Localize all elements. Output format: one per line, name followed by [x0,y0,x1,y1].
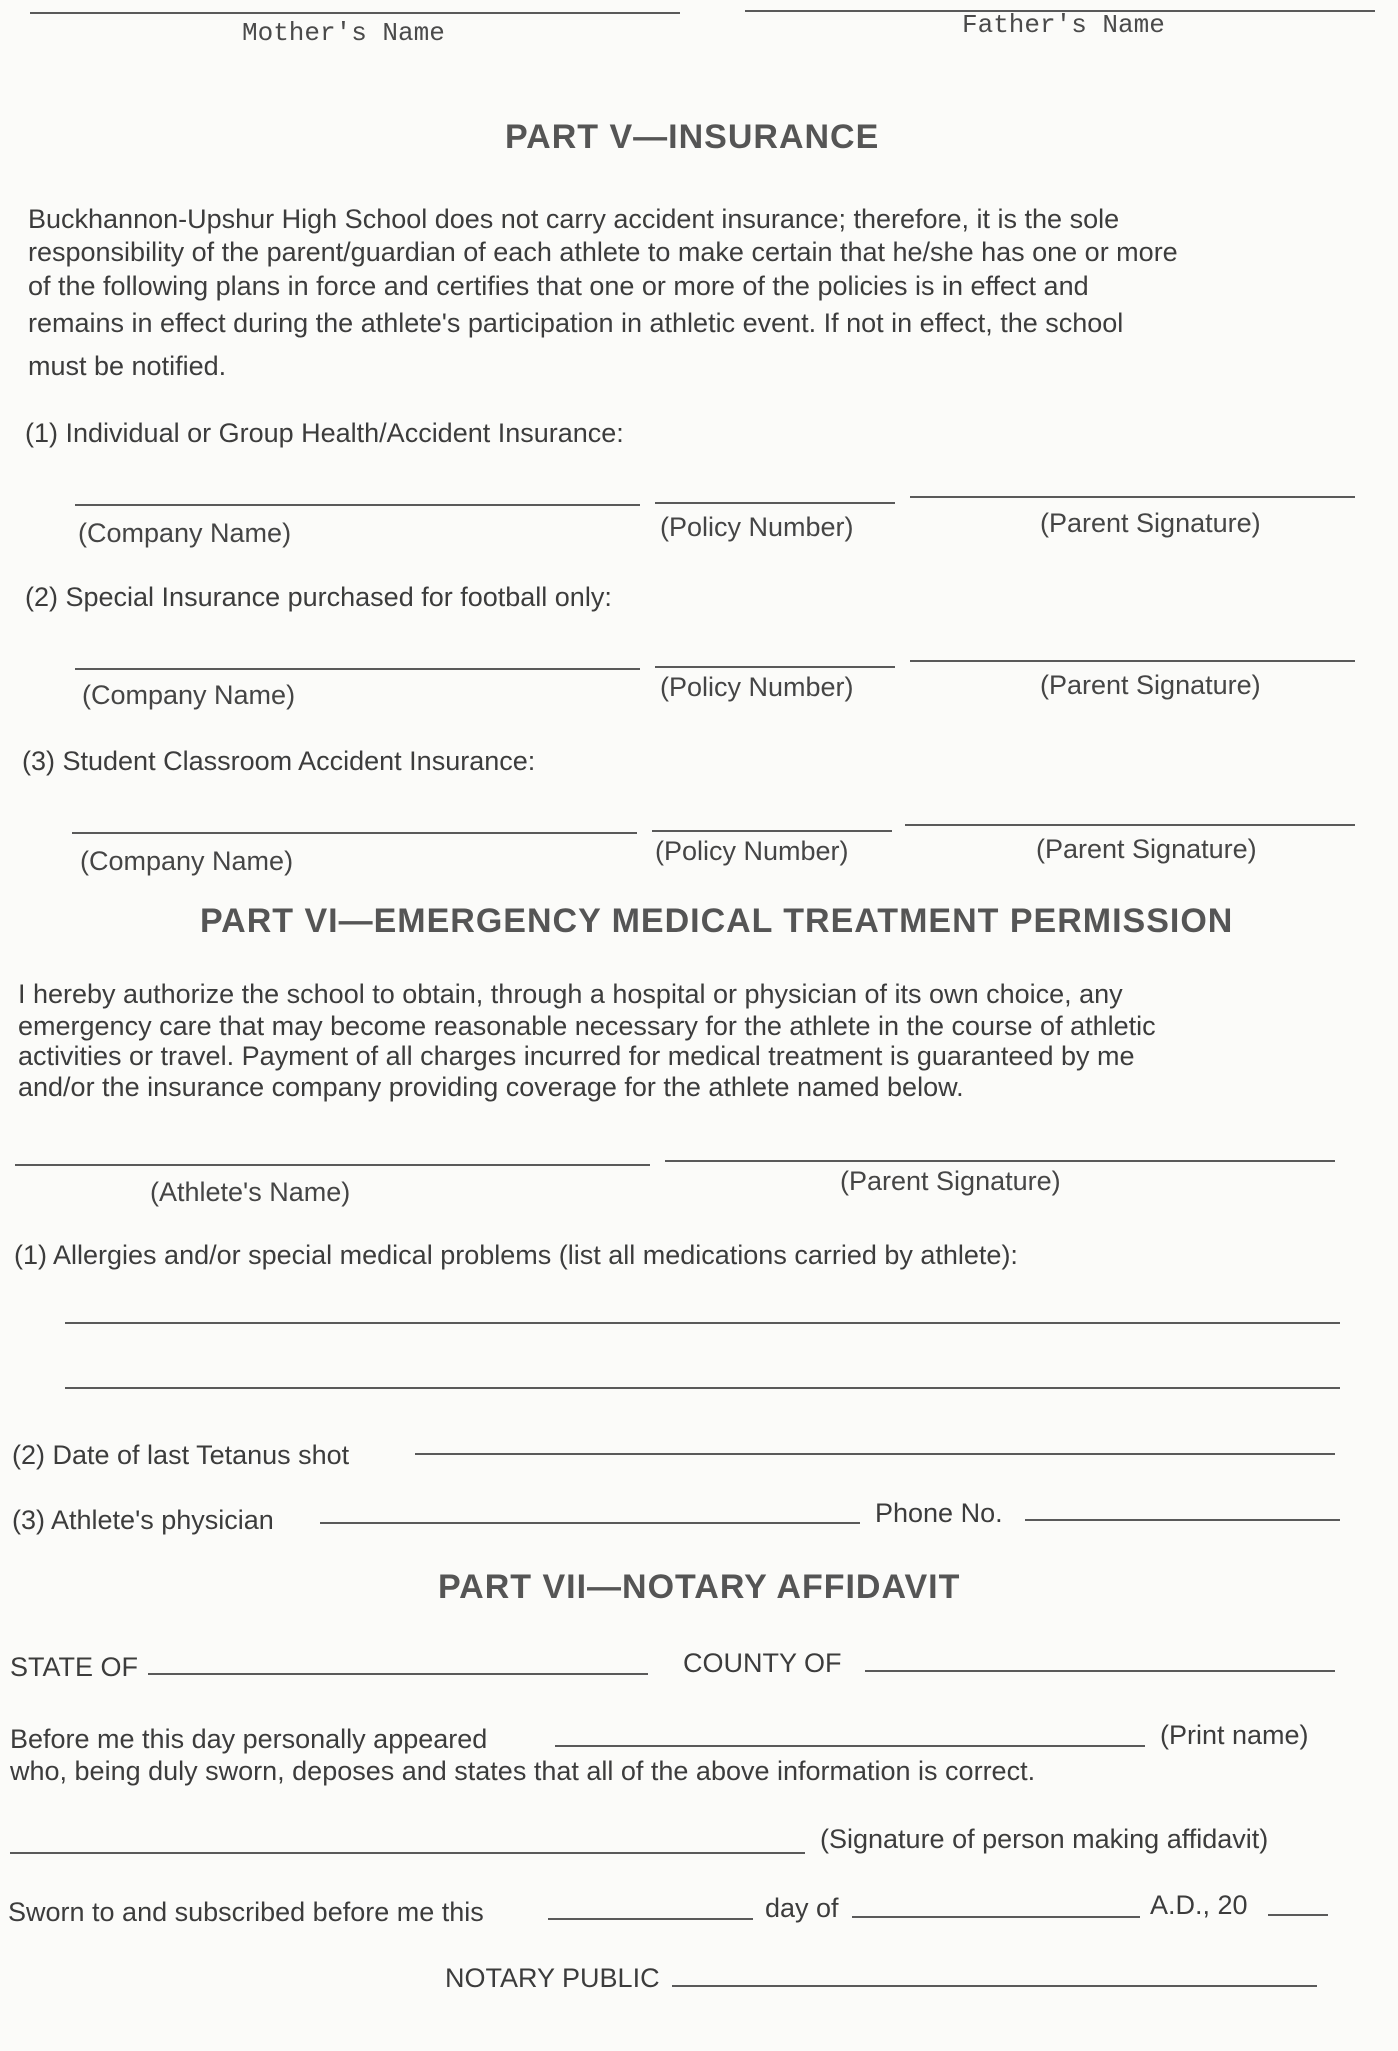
part5-intro-line: responsibility of the parent/guardian of each athlete to make certain that he/she has one or more [28,237,1178,267]
affidavit-signature-line[interactable] [10,1852,805,1854]
appeared-label: Before me this day personally appeared [10,1724,488,1754]
part5-intro-line: of the following plans in force and certifies that one or more of the policies is in effect and [28,271,1089,301]
insurance-item-3-label: (3) Student Classroom Accident Insurance: [22,746,536,776]
tetanus-label: (2) Date of last Tetanus shot [12,1440,350,1470]
insurance-3-company-line[interactable] [72,832,637,834]
print-name-caption: (Print name) [1160,1720,1309,1750]
notary-signature-line[interactable] [672,1985,1317,1987]
county-label: COUNTY OF [683,1648,842,1678]
day-of-label: day of [765,1893,839,1923]
insurance-2-signature-line[interactable] [910,660,1355,662]
insurance-item-1-label: (1) Individual or Group Health/Accident Insurance: [25,418,624,448]
insurance-2-signature-caption: (Parent Signature) [1040,670,1261,700]
part5-heading: PART V—INSURANCE [505,118,880,156]
athlete-name-caption: (Athlete's Name) [150,1177,351,1207]
insurance-1-policy-caption: (Policy Number) [660,512,854,542]
parent-signature-caption: (Parent Signature) [840,1166,1061,1196]
month-line[interactable] [852,1916,1140,1918]
insurance-1-policy-line[interactable] [655,502,895,504]
part6-intro-line: I hereby authorize the school to obtain, through a hospital or physician of its own choice, any [18,979,1123,1009]
physician-label: (3) Athlete's physician [12,1505,274,1535]
insurance-3-signature-line[interactable] [905,824,1355,826]
insurance-2-company-caption: (Company Name) [82,680,296,710]
part6-intro-line: activities or travel. Payment of all charges incurred for medical treatment is guaranteed by me [18,1041,1135,1071]
mother-name-line[interactable] [30,12,680,14]
insurance-3-signature-caption: (Parent Signature) [1036,834,1257,864]
phone-line[interactable] [1025,1519,1340,1521]
part6-heading: PART VI—EMERGENCY MEDICAL TREATMENT PERMISSION [200,902,1234,940]
part5-intro-line: remains in effect during the athlete's participation in athletic event. If not in effect, the school [28,308,1124,338]
year-line[interactable] [1268,1914,1328,1916]
subscribed-label: Sworn to and subscribed before me this [8,1897,484,1927]
parent-signature-line[interactable] [665,1160,1335,1162]
insurance-item-2-label: (2) Special Insurance purchased for football only: [25,582,612,612]
insurance-3-company-caption: (Company Name) [80,846,294,876]
print-name-line[interactable] [555,1745,1145,1747]
insurance-1-signature-caption: (Parent Signature) [1040,508,1261,538]
insurance-1-company-line[interactable] [75,504,640,506]
insurance-2-policy-caption: (Policy Number) [660,672,854,702]
insurance-3-policy-line[interactable] [652,830,892,832]
allergies-line-1[interactable] [65,1322,1340,1324]
insurance-1-signature-line[interactable] [910,496,1355,498]
phone-label: Phone No. [875,1498,1003,1528]
county-line[interactable] [865,1670,1335,1672]
part5-intro-line: Buckhannon-Upshur High School does not carry accident insurance; therefore, it is the sole [28,204,1120,234]
part6-intro-line: emergency care that may become reasonable necessary for the athlete in the course of athletic [18,1011,1156,1041]
state-label: STATE OF [10,1652,138,1682]
part7-heading: PART VII—NOTARY AFFIDAVIT [438,1568,961,1606]
insurance-2-company-line[interactable] [75,668,640,670]
part6-intro-line: and/or the insurance company providing coverage for the athlete named below. [18,1072,964,1102]
insurance-1-company-caption: (Company Name) [78,518,292,548]
day-line[interactable] [548,1918,753,1920]
allergies-line-2[interactable] [65,1387,1340,1389]
athlete-name-line[interactable] [15,1164,650,1166]
state-line[interactable] [148,1673,648,1675]
sworn-statement: who, being duly sworn, deposes and states that all of the above information is correct. [10,1756,1036,1786]
notary-public-label: NOTARY PUBLIC [445,1963,660,1993]
insurance-3-policy-caption: (Policy Number) [655,836,849,866]
physician-line[interactable] [320,1522,860,1524]
insurance-2-policy-line[interactable] [655,666,895,668]
allergies-label: (1) Allergies and/or special medical problems (list all medications carried by athlete): [14,1240,1018,1270]
mother-name-label: Mother's Name [242,18,445,48]
ad-year-label: A.D., 20 [1150,1890,1248,1920]
part5-intro-line: must be notified. [28,351,227,381]
affidavit-signature-caption: (Signature of person making affidavit) [820,1824,1269,1854]
father-name-label: Father's Name [962,10,1165,40]
tetanus-date-line[interactable] [415,1453,1335,1455]
